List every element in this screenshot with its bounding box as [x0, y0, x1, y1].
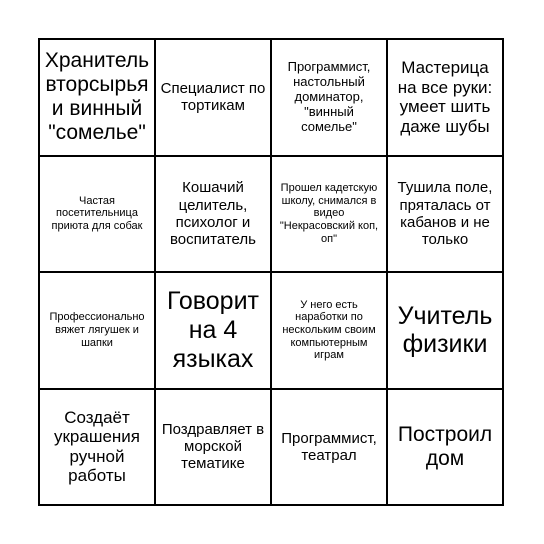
bingo-cell-r2c1[interactable]: Частая посетительница приюта для собак — [39, 156, 155, 273]
bingo-cell-r4c1[interactable]: Создаёт украшения ручной работы — [39, 389, 155, 506]
bingo-cell-r3c4[interactable]: Учитель физики — [387, 272, 503, 389]
bingo-cell-r3c2[interactable]: Говорит на 4 языках — [155, 272, 271, 389]
bingo-cell-r4c2[interactable]: Поздравляет в морской тематике — [155, 389, 271, 506]
bingo-cell-r1c1[interactable]: Хранитель вторсырья и винный "сомелье" — [39, 39, 155, 156]
bingo-cell-r2c4[interactable]: Тушила поле, пряталась от кабанов и не только — [387, 156, 503, 273]
bingo-cell-r3c1[interactable]: Профессионально вяжет лягушек и шапки — [39, 272, 155, 389]
bingo-cell-r4c4[interactable]: Построил дом — [387, 389, 503, 506]
bingo-cell-r1c2[interactable]: Специалист по тортикам — [155, 39, 271, 156]
bingo-cell-r3c3[interactable]: У него есть наработки по нескольким своим компьютерным играм — [271, 272, 387, 389]
bingo-cell-r1c3[interactable]: Программист, настольный доминатор, "винный сомелье" — [271, 39, 387, 156]
bingo-cell-r4c3[interactable]: Программист, театрал — [271, 389, 387, 506]
bingo-board — [38, 38, 504, 506]
bingo-cell-r1c4[interactable]: Мастерица на все руки: умеет шить даже шубы — [387, 39, 503, 156]
bingo-cell-r2c2[interactable]: Кошачий целитель, психолог и воспитатель — [155, 156, 271, 273]
bingo-cell-r2c3[interactable]: Прошел кадетскую школу, снимался в видео "Некрасовский коп, оп" — [271, 156, 387, 273]
